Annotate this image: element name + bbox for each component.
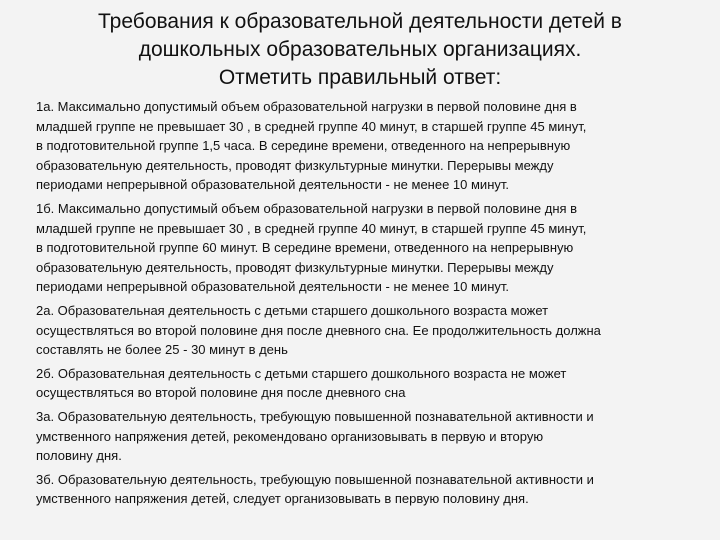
option-line: составлять не более 25 - 30 минут в день bbox=[36, 342, 288, 358]
option-line: умственного напряжения детей, рекомендовано организовывать в первую и вторую bbox=[36, 428, 544, 444]
option-line: 3а. Образовательную деятельность, требующую повышенной познавательной активности и bbox=[36, 408, 594, 424]
option-line: 1а. Максимально допустимый объем образовательной нагрузки в первой половине дня в bbox=[36, 99, 577, 114]
option-line: умственного напряжения детей, следует организовывать в первую половину дня. bbox=[36, 491, 529, 507]
option-line: 2а. Образовательная деятельность с детьми старшего дошкольного возраста может bbox=[36, 302, 549, 318]
option-line: периодами непрерывной образовательной деятельности - не менее 10 минут. bbox=[36, 177, 510, 193]
option-line: образовательную деятельность, проводят физкультурные минутки. Перерывы между bbox=[36, 259, 554, 275]
option-1b bbox=[36, 199, 691, 297]
option-line: в подготовительной группе 1,5 часа. В середине времени, отведенного на непрерывную bbox=[36, 138, 571, 154]
option-line: осуществляться во второй половине дня после дневного сна bbox=[36, 385, 406, 401]
option-line: осуществляться во второй половине дня после дневного сна. Ее продолжительность должна bbox=[36, 322, 601, 338]
option-1a bbox=[36, 97, 691, 195]
option-2b bbox=[36, 364, 691, 403]
option-3a bbox=[36, 407, 691, 466]
option-line: 2б. Образовательная деятельность с детьми старшего дошкольного возраста не может bbox=[36, 365, 567, 381]
answer-options bbox=[36, 97, 691, 513]
option-line: младшей группе не превышает 30 , в средней группе 40 минут, в старшей группе 45 минут, bbox=[36, 220, 587, 236]
option-2a bbox=[36, 301, 691, 360]
option-line: образовательную деятельность, проводят физкультурные минутки. Перерывы между bbox=[36, 157, 554, 173]
option-line: половину дня. bbox=[36, 448, 122, 464]
title-line-3: Отметить правильный ответ: bbox=[218, 66, 502, 89]
option-line: младшей группе не превышает 30 , в средней группе 40 минут, в старшей группе 45 минут, bbox=[36, 118, 587, 134]
page-title bbox=[40, 8, 680, 92]
option-3b bbox=[36, 470, 691, 509]
title-line-1: Требования к образовательной деятельности детей в bbox=[98, 10, 622, 33]
option-line: 3б. Образовательную деятельность, требующую повышенной познавательной активности и bbox=[36, 471, 594, 487]
option-line: 1б. Максимально допустимый объем образовательной нагрузки в первой половине дня в bbox=[36, 200, 578, 216]
title-line-2: дошкольных образовательных организациях. bbox=[138, 38, 582, 61]
option-line: периодами непрерывной образовательной деятельности - не менее 10 минут. bbox=[36, 279, 510, 295]
option-line: в подготовительной группе 60 минут. В середине времени, отведенного на непрерывную bbox=[36, 240, 574, 256]
